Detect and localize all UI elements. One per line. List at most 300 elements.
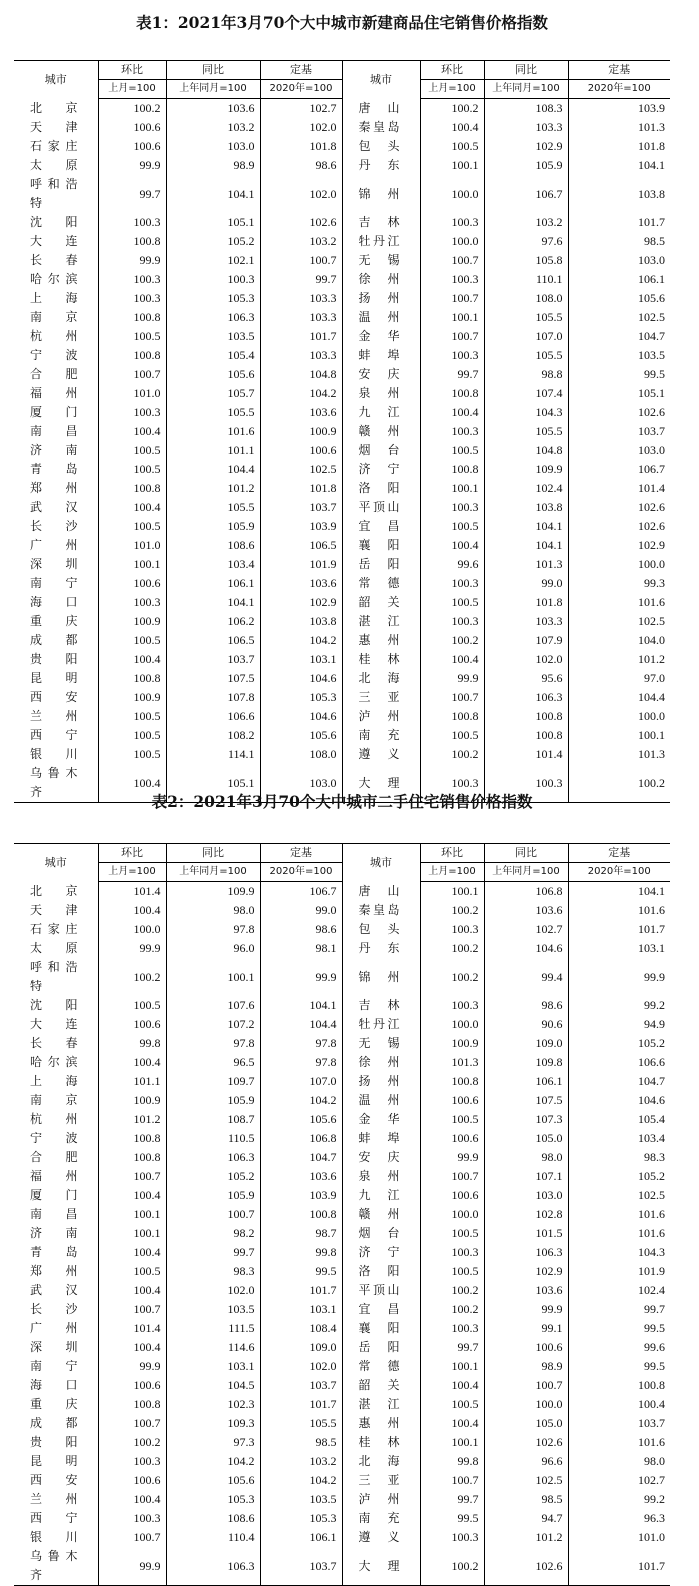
mom-cell: 100.5	[420, 593, 484, 612]
base-cell: 104.4	[568, 688, 670, 707]
city-cell: 岳阳	[342, 555, 420, 574]
base-cell: 105.4	[568, 1110, 670, 1129]
mom-cell: 100.5	[420, 1395, 484, 1414]
mom-cell: 100.5	[420, 726, 484, 745]
city-cell: 吉林	[342, 996, 420, 1015]
city-cell: 石家庄	[30, 139, 78, 153]
mom-cell: 101.0	[98, 536, 166, 555]
yoy-cell: 99.4	[484, 958, 568, 996]
city-cell: 桂林	[342, 1433, 420, 1452]
city-cell: 海口	[30, 1378, 78, 1392]
table-row	[14, 1338, 670, 1357]
mom-cell: 99.9	[98, 1357, 166, 1376]
city-cell: 济南	[30, 443, 78, 457]
yoy-cell: 100.8	[484, 726, 568, 745]
base-cell: 103.1	[260, 650, 342, 669]
mom-cell: 100.2	[420, 1547, 484, 1586]
mom-cell: 100.0	[98, 920, 166, 939]
base-cell: 101.2	[568, 650, 670, 669]
mom-cell: 100.5	[98, 745, 166, 764]
table-row	[14, 1148, 670, 1167]
yoy-cell: 104.4	[166, 460, 260, 479]
table-row	[14, 479, 670, 498]
yoy-cell: 107.1	[484, 1167, 568, 1186]
mom-cell: 100.4	[420, 118, 484, 137]
yoy-cell: 94.7	[484, 1509, 568, 1528]
base-cell: 97.0	[568, 669, 670, 688]
base-cell: 101.9	[260, 555, 342, 574]
table2-subheader-mom-left: 上月=100	[98, 863, 166, 882]
table-row	[14, 1072, 670, 1091]
yoy-cell: 105.6	[166, 1471, 260, 1490]
base-cell: 102.9	[568, 536, 670, 555]
yoy-cell: 107.3	[484, 1110, 568, 1129]
city-cell: 呼和浩特	[30, 960, 78, 993]
mom-cell: 100.3	[98, 289, 166, 308]
city-cell: 牡丹江	[342, 232, 420, 251]
table-row	[14, 137, 670, 156]
yoy-cell: 103.8	[484, 498, 568, 517]
table-row	[14, 1376, 670, 1395]
yoy-cell: 111.5	[166, 1319, 260, 1338]
base-cell: 104.4	[260, 1015, 342, 1034]
table2-title: 表2：2021年3月70个大中城市二手住宅销售价格指数	[151, 792, 533, 811]
yoy-cell: 106.3	[484, 1243, 568, 1262]
base-cell: 105.6	[260, 726, 342, 745]
yoy-cell: 108.3	[484, 99, 568, 119]
mom-cell: 99.7	[420, 365, 484, 384]
city-cell: 常德	[342, 1357, 420, 1376]
table-row	[14, 707, 670, 726]
base-cell: 105.5	[260, 1414, 342, 1433]
mom-cell: 100.4	[98, 650, 166, 669]
mom-cell: 100.8	[420, 460, 484, 479]
mom-cell: 100.7	[420, 688, 484, 707]
yoy-cell: 106.3	[166, 1547, 260, 1586]
base-cell: 105.2	[568, 1034, 670, 1053]
mom-cell: 100.8	[420, 1072, 484, 1091]
city-cell: 广州	[30, 538, 78, 552]
mom-cell: 99.9	[420, 1148, 484, 1167]
yoy-cell: 105.9	[484, 156, 568, 175]
yoy-cell: 96.6	[484, 1452, 568, 1471]
city-cell: 武汉	[30, 500, 78, 514]
yoy-cell: 97.8	[166, 920, 260, 939]
yoy-cell: 105.9	[166, 1091, 260, 1110]
city-cell: 泸州	[342, 1490, 420, 1509]
city-cell: 合肥	[30, 1150, 78, 1164]
mom-cell: 99.7	[98, 175, 166, 213]
base-cell: 99.7	[568, 1300, 670, 1319]
yoy-cell: 104.3	[484, 403, 568, 422]
yoy-cell: 107.6	[166, 996, 260, 1015]
table-row	[14, 650, 670, 669]
city-cell: 济宁	[342, 460, 420, 479]
base-cell: 98.6	[260, 156, 342, 175]
mom-cell: 100.7	[98, 1300, 166, 1319]
city-cell: 哈尔滨	[30, 1055, 78, 1069]
city-cell: 乌鲁木齐	[14, 764, 98, 803]
yoy-cell: 104.6	[484, 939, 568, 958]
city-cell: 济宁	[342, 1243, 420, 1262]
mom-cell: 100.5	[98, 1262, 166, 1281]
yoy-cell: 105.9	[166, 1186, 260, 1205]
yoy-cell: 103.6	[484, 1281, 568, 1300]
city-cell: 襄阳	[342, 536, 420, 555]
city-cell: 哈尔滨	[30, 272, 78, 286]
base-cell: 99.5	[260, 1262, 342, 1281]
yoy-cell: 98.0	[166, 901, 260, 920]
city-cell: 合肥	[30, 367, 78, 381]
mom-cell: 100.2	[420, 1281, 484, 1300]
base-cell: 99.6	[568, 1338, 670, 1357]
yoy-cell: 103.2	[484, 213, 568, 232]
mom-cell: 99.9	[420, 669, 484, 688]
city-cell: 南充	[342, 1509, 420, 1528]
city-cell: 郑州	[30, 481, 78, 495]
base-cell: 98.5	[260, 1433, 342, 1452]
city-cell: 大连	[30, 1017, 78, 1031]
mom-cell: 100.1	[420, 308, 484, 327]
yoy-cell: 105.0	[484, 1129, 568, 1148]
table-row	[14, 327, 670, 346]
yoy-cell: 110.4	[166, 1528, 260, 1547]
table-row	[14, 1034, 670, 1053]
mom-cell: 99.9	[98, 1547, 166, 1586]
mom-cell: 100.2	[420, 939, 484, 958]
base-cell: 105.3	[260, 1509, 342, 1528]
yoy-cell: 103.6	[166, 99, 260, 119]
city-cell: 锦州	[342, 958, 420, 996]
yoy-cell: 101.5	[484, 1224, 568, 1243]
city-cell: 平顶山	[342, 1281, 420, 1300]
yoy-cell: 102.6	[484, 1433, 568, 1452]
mom-cell: 100.1	[420, 1433, 484, 1452]
table-row	[14, 99, 670, 119]
city-cell: 大理	[342, 1547, 420, 1586]
mom-cell: 100.5	[98, 726, 166, 745]
mom-cell: 100.8	[98, 346, 166, 365]
base-cell: 99.9	[568, 958, 670, 996]
city-cell: 惠州	[342, 1414, 420, 1433]
mom-cell: 99.7	[420, 1490, 484, 1509]
city-cell: 赣州	[342, 1205, 420, 1224]
table-row	[14, 498, 670, 517]
base-cell: 98.6	[260, 920, 342, 939]
mom-cell: 101.4	[98, 1319, 166, 1338]
base-cell: 102.5	[260, 460, 342, 479]
base-cell: 99.8	[260, 1243, 342, 1262]
mom-cell: 100.9	[98, 688, 166, 707]
mom-cell: 100.1	[98, 1224, 166, 1243]
city-cell: 泉州	[342, 1167, 420, 1186]
yoy-cell: 103.5	[166, 1300, 260, 1319]
mom-cell: 100.3	[98, 1452, 166, 1471]
base-cell: 102.7	[568, 1471, 670, 1490]
city-cell: 太原	[30, 158, 78, 172]
yoy-cell: 105.9	[166, 517, 260, 536]
yoy-cell: 102.6	[484, 1547, 568, 1586]
yoy-cell: 106.6	[166, 707, 260, 726]
mom-cell: 100.2	[420, 745, 484, 764]
city-cell: 安庆	[342, 365, 420, 384]
base-cell: 99.2	[568, 996, 670, 1015]
mom-cell: 100.0	[420, 175, 484, 213]
table2-subheader-base-left: 2020年=100	[260, 863, 342, 882]
yoy-cell: 99.7	[166, 1243, 260, 1262]
base-cell: 105.6	[260, 1110, 342, 1129]
yoy-cell: 102.4	[484, 479, 568, 498]
mom-cell: 100.9	[98, 612, 166, 631]
yoy-cell: 102.8	[484, 1205, 568, 1224]
base-cell: 102.6	[568, 403, 670, 422]
base-cell: 103.8	[260, 612, 342, 631]
yoy-cell: 103.4	[166, 555, 260, 574]
table-row	[14, 1053, 670, 1072]
table-row	[14, 1262, 670, 1281]
city-cell: 海口	[30, 595, 78, 609]
table-row	[14, 669, 670, 688]
mom-cell: 100.7	[420, 289, 484, 308]
mom-cell: 99.6	[420, 555, 484, 574]
mom-cell: 100.7	[420, 251, 484, 270]
base-cell: 106.7	[568, 460, 670, 479]
yoy-cell: 108.0	[484, 289, 568, 308]
table1-header-base-left: 定基	[260, 61, 342, 80]
table-row	[14, 308, 670, 327]
yoy-cell: 107.2	[166, 1015, 260, 1034]
city-cell: 宜昌	[342, 517, 420, 536]
mom-cell: 100.5	[98, 517, 166, 536]
base-cell: 101.0	[568, 1528, 670, 1547]
base-cell: 101.7	[260, 1395, 342, 1414]
mom-cell: 100.5	[98, 327, 166, 346]
yoy-cell: 107.4	[484, 384, 568, 403]
city-cell: 遵义	[342, 745, 420, 764]
table1-subheader-base-left: 2020年=100	[260, 80, 342, 99]
yoy-cell: 101.4	[484, 745, 568, 764]
city-cell: 济南	[30, 1226, 78, 1240]
base-cell: 99.7	[260, 270, 342, 289]
table-row	[14, 1224, 670, 1243]
yoy-cell: 104.2	[166, 1452, 260, 1471]
yoy-cell: 97.3	[166, 1433, 260, 1452]
yoy-cell: 90.6	[484, 1015, 568, 1034]
city-cell: 成都	[30, 633, 78, 647]
table1-subheader-mom-right: 上月=100	[420, 80, 484, 99]
table-row	[14, 1395, 670, 1414]
city-cell: 天津	[30, 120, 78, 134]
base-cell: 96.3	[568, 1509, 670, 1528]
yoy-cell: 101.8	[484, 593, 568, 612]
table1-header-base-right: 定基	[568, 61, 670, 80]
city-cell: 成都	[30, 1416, 78, 1430]
table-row	[14, 920, 670, 939]
yoy-cell: 110.5	[166, 1129, 260, 1148]
city-cell: 锦州	[342, 175, 420, 213]
table-row	[14, 688, 670, 707]
yoy-cell: 109.9	[166, 882, 260, 902]
mom-cell: 100.6	[420, 1129, 484, 1148]
table-row	[14, 384, 670, 403]
yoy-cell: 106.3	[166, 308, 260, 327]
mom-cell: 100.4	[420, 650, 484, 669]
city-cell: 西安	[30, 1473, 78, 1487]
mom-cell: 100.3	[98, 1509, 166, 1528]
table-row	[14, 996, 670, 1015]
yoy-cell: 102.5	[484, 1471, 568, 1490]
base-cell: 103.1	[568, 939, 670, 958]
yoy-cell: 98.8	[484, 365, 568, 384]
base-cell: 99.2	[568, 1490, 670, 1509]
table-row	[14, 882, 670, 902]
yoy-cell: 106.1	[484, 1072, 568, 1091]
base-cell: 99.5	[568, 365, 670, 384]
yoy-cell: 106.3	[484, 688, 568, 707]
base-cell: 102.5	[568, 308, 670, 327]
base-cell: 102.4	[568, 1281, 670, 1300]
yoy-cell: 114.6	[166, 1338, 260, 1357]
mom-cell: 100.4	[98, 422, 166, 441]
table-row	[14, 441, 670, 460]
yoy-cell: 103.5	[166, 327, 260, 346]
city-cell: 重庆	[30, 1397, 78, 1411]
table2-subheader-yoy-right: 上年同月=100	[484, 863, 568, 882]
table1-header-city-right: 城市	[342, 61, 420, 99]
base-cell: 106.1	[568, 270, 670, 289]
yoy-cell: 100.7	[166, 1205, 260, 1224]
base-cell: 103.5	[568, 346, 670, 365]
table-row	[14, 1129, 670, 1148]
city-cell: 秦皇岛	[342, 901, 420, 920]
city-cell: 大连	[30, 234, 78, 248]
base-cell: 99.5	[568, 1357, 670, 1376]
base-cell: 99.0	[260, 901, 342, 920]
yoy-cell: 108.6	[166, 536, 260, 555]
yoy-cell: 105.1	[166, 764, 260, 803]
yoy-cell: 106.5	[166, 631, 260, 650]
city-cell: 昆明	[30, 671, 78, 685]
yoy-cell: 107.0	[484, 327, 568, 346]
table-row	[14, 1509, 670, 1528]
table1-header-yoy-left: 同比	[166, 61, 260, 80]
city-cell: 沈阳	[30, 998, 78, 1012]
yoy-cell: 105.0	[484, 1414, 568, 1433]
table1-subheader-mom-left: 上月=100	[98, 80, 166, 99]
mom-cell: 100.5	[420, 517, 484, 536]
table2-header-base-left: 定基	[260, 844, 342, 863]
city-cell: 西宁	[30, 1511, 78, 1525]
mom-cell: 101.1	[98, 1072, 166, 1091]
city-cell: 蚌埠	[342, 1129, 420, 1148]
yoy-cell: 110.1	[484, 270, 568, 289]
base-cell: 100.0	[568, 555, 670, 574]
mom-cell: 100.7	[98, 365, 166, 384]
city-cell: 福州	[30, 1169, 78, 1183]
mom-cell: 100.3	[420, 270, 484, 289]
mom-cell: 100.1	[98, 555, 166, 574]
mom-cell: 100.6	[98, 1471, 166, 1490]
mom-cell: 100.5	[420, 1224, 484, 1243]
base-cell: 101.3	[568, 745, 670, 764]
mom-cell: 100.3	[420, 574, 484, 593]
base-cell: 103.7	[260, 1547, 342, 1586]
city-cell: 西安	[30, 690, 78, 704]
table2-header-mom-left: 环比	[98, 844, 166, 863]
yoy-cell: 103.0	[166, 137, 260, 156]
city-cell: 南宁	[30, 576, 78, 590]
mom-cell: 99.5	[420, 1509, 484, 1528]
yoy-cell: 100.1	[166, 958, 260, 996]
table-row	[14, 574, 670, 593]
mom-cell: 100.3	[420, 920, 484, 939]
city-cell: 重庆	[30, 614, 78, 628]
mom-cell: 100.4	[98, 1490, 166, 1509]
mom-cell: 100.6	[98, 1015, 166, 1034]
mom-cell: 100.8	[98, 232, 166, 251]
yoy-cell: 104.1	[166, 175, 260, 213]
table1	[14, 60, 670, 803]
table-row	[14, 1547, 670, 1586]
table-row	[14, 1091, 670, 1110]
yoy-cell: 100.3	[166, 270, 260, 289]
base-cell: 103.3	[260, 308, 342, 327]
yoy-cell: 104.8	[484, 441, 568, 460]
mom-cell: 100.8	[98, 669, 166, 688]
mom-cell: 100.0	[420, 1205, 484, 1224]
mom-cell: 100.8	[98, 1395, 166, 1414]
yoy-cell: 98.0	[484, 1148, 568, 1167]
table-row	[14, 745, 670, 764]
mom-cell: 100.2	[98, 958, 166, 996]
city-cell: 厦门	[30, 405, 78, 419]
city-cell: 平顶山	[342, 498, 420, 517]
yoy-cell: 108.2	[166, 726, 260, 745]
base-cell: 100.8	[260, 1205, 342, 1224]
base-cell: 103.7	[568, 1414, 670, 1433]
yoy-cell: 105.2	[166, 1167, 260, 1186]
city-cell: 吉林	[342, 213, 420, 232]
yoy-cell: 100.3	[484, 764, 568, 803]
table-row	[14, 1205, 670, 1224]
base-cell: 99.3	[568, 574, 670, 593]
table1-subheader-yoy-left: 上年同月=100	[166, 80, 260, 99]
base-cell: 103.2	[260, 1452, 342, 1471]
table2-header-yoy-right: 同比	[484, 844, 568, 863]
mom-cell: 100.1	[420, 1357, 484, 1376]
table-row	[14, 631, 670, 650]
yoy-cell: 107.8	[166, 688, 260, 707]
mom-cell: 100.3	[98, 270, 166, 289]
mom-cell: 100.3	[420, 764, 484, 803]
mom-cell: 100.4	[98, 1053, 166, 1072]
city-cell: 唐山	[342, 882, 420, 902]
table-row	[14, 365, 670, 384]
table1-subheader-yoy-right: 上年同月=100	[484, 80, 568, 99]
mom-cell: 99.9	[98, 939, 166, 958]
base-cell: 104.6	[568, 1091, 670, 1110]
mom-cell: 100.2	[98, 99, 166, 119]
mom-cell: 100.5	[98, 707, 166, 726]
table2-header-city-left: 城市	[14, 844, 98, 882]
base-cell: 104.6	[260, 707, 342, 726]
city-cell: 北海	[342, 669, 420, 688]
yoy-cell: 102.9	[484, 137, 568, 156]
yoy-cell: 99.9	[484, 1300, 568, 1319]
table-row	[14, 555, 670, 574]
table-row	[14, 1281, 670, 1300]
yoy-cell: 103.7	[166, 650, 260, 669]
